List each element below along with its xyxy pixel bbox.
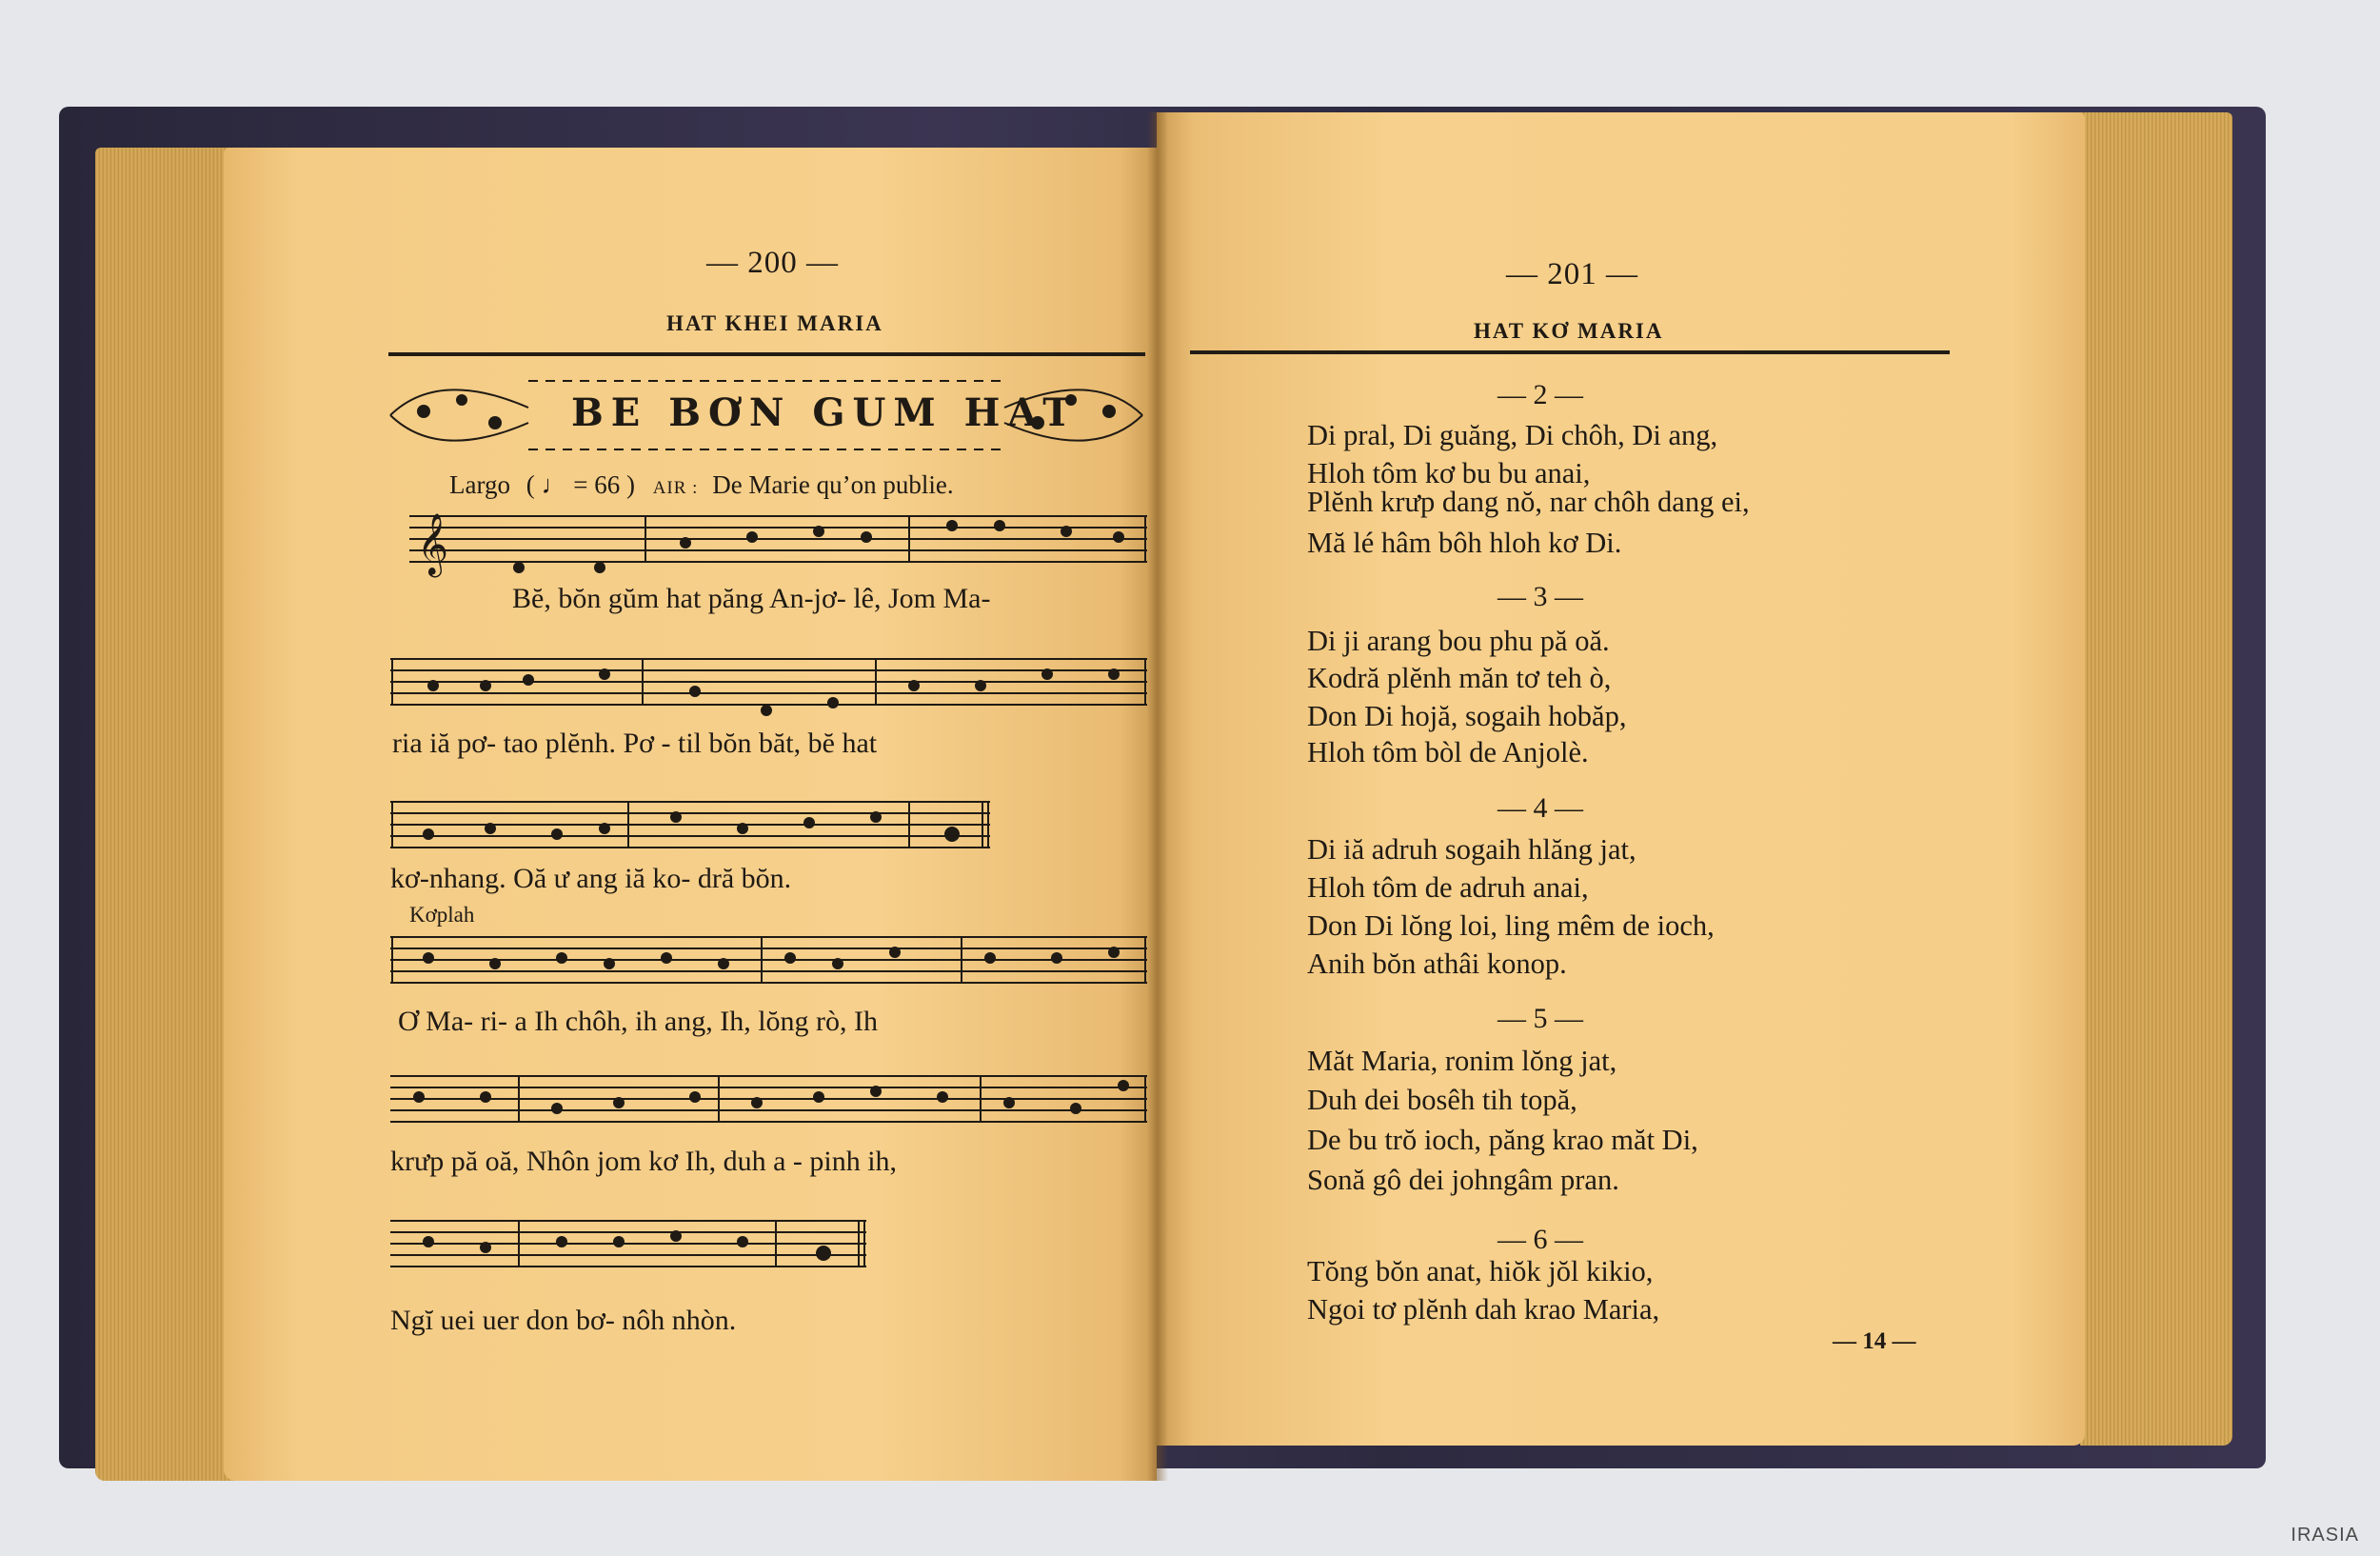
song-title-banner (386, 373, 1147, 457)
signature-mark: — 14 — (1833, 1328, 1916, 1354)
stanza-5-line-4: Sonă gô dei johngâm pran. (1307, 1164, 1619, 1196)
song-title: BE BƠN GUM HAT (571, 390, 1080, 435)
section-label: Kơplah (409, 903, 475, 927)
stanza-2-number: — 2 — (1497, 379, 1583, 410)
stanza-3-number: — 3 — (1497, 581, 1583, 612)
stanza-3-line-2: Kodră plĕnh măn tơ teh ò, (1307, 662, 1612, 694)
stanza-3-line-4: Hloh tôm bòl de Anjolè. (1307, 736, 1589, 768)
svg-text:𝄞: 𝄞 (417, 513, 449, 575)
book-gutter (1147, 112, 1168, 1481)
stanza-6-line-2: Ngoi tơ plĕnh dah krao Maria, (1307, 1293, 1660, 1326)
tempo-term: Largo (449, 470, 510, 499)
music-staff-1 (409, 505, 1147, 581)
left-running-head: HAT KHEI MARIA (666, 311, 883, 335)
stanza-4-line-3: Don Di lŏng loi, ling mêm de ioch, (1307, 909, 1715, 942)
stanza-6-line-1: Tŏng bŏn anat, hiŏk jŏl kikio, (1307, 1255, 1654, 1287)
stanza-2-line-4: Mă lé hâm bôh hloh kơ Di. (1307, 527, 1622, 559)
lyric-line-4: Ơ Ma- ri- a Ih chôh, ih ang, Ih, lŏng rò, Ih (398, 1006, 879, 1037)
stanza-5-number: — 5 — (1497, 1003, 1583, 1034)
air-name: De Marie qu’on publie. (712, 470, 954, 499)
right-running-head: HAT KƠ MARIA (1474, 319, 1664, 343)
watermark: IRASIA (2291, 1525, 2359, 1546)
stanza-4-line-2: Hloh tôm de adruh anai, (1307, 871, 1589, 904)
lyric-line-2: ria iă pơ- tao plĕnh. Pơ - til bŏn băt, bĕ hat (392, 728, 878, 759)
tempo-marking (449, 470, 954, 500)
stanza-5-line-1: Măt Maria, ronim lŏng jat, (1307, 1045, 1617, 1077)
stanza-6-number: — 6 — (1497, 1224, 1583, 1255)
right-page (1157, 112, 2085, 1446)
music-staff-6 (390, 1209, 876, 1286)
stanza-4-line-4: Anih bŏn athâi konop. (1307, 948, 1567, 980)
right-header-rule (1190, 350, 1950, 354)
stanza-4-number: — 4 — (1497, 792, 1583, 824)
music-staff-5 (390, 1065, 1147, 1141)
stanza-4-line-1: Di iă adruh sogaih hlăng jat, (1307, 833, 1636, 866)
stanza-5-line-3: De bu trŏ ioch, păng krao măt Di, (1307, 1124, 1698, 1156)
stanza-2-line-2: Hloh tôm kơ bu bu anai, (1307, 457, 1591, 489)
lyric-line-5: krưp pă oă, Nhôn jom kơ Ih, duh a - pinh ih, (390, 1146, 898, 1177)
right-page-number: — 201 — (1506, 257, 1638, 291)
music-staff-3 (390, 790, 1000, 867)
stanza-3-line-3: Don Di hojă, sogaih hobăp, (1307, 700, 1627, 732)
stanza-2-line-3: Plĕnh krưp dang nŏ, nar chôh dang ei, (1307, 486, 1750, 518)
lyric-line-1: Bĕ, bŏn gŭm hat păng An-jơ- lê, Jom Ma- (512, 583, 991, 614)
stanza-3-line-1: Di ji arang bou phu pă oă. (1307, 625, 1610, 657)
music-staff-2 (390, 648, 1147, 724)
stanza-5-line-2: Duh dei bosêh tih topă, (1307, 1084, 1577, 1116)
lyric-line-3: kơ-nhang. Oă ư ang iă ko- dră bŏn. (390, 863, 792, 894)
left-header-rule (388, 352, 1145, 356)
left-page-number: — 200 — (706, 246, 839, 280)
tempo-bpm: ( ♩ = 66 ) (526, 470, 635, 499)
right-page-edges (2080, 112, 2232, 1446)
stanza-2-line-1: Di pral, Di guăng, Di chôh, Di ang, (1307, 419, 1718, 451)
air-label: AIR : (652, 478, 699, 498)
left-page-edges (95, 148, 238, 1481)
lyric-line-6: Ngĭ uei uer don bơ- nôh nhòn. (390, 1305, 737, 1336)
music-staff-4 (390, 926, 1147, 1002)
